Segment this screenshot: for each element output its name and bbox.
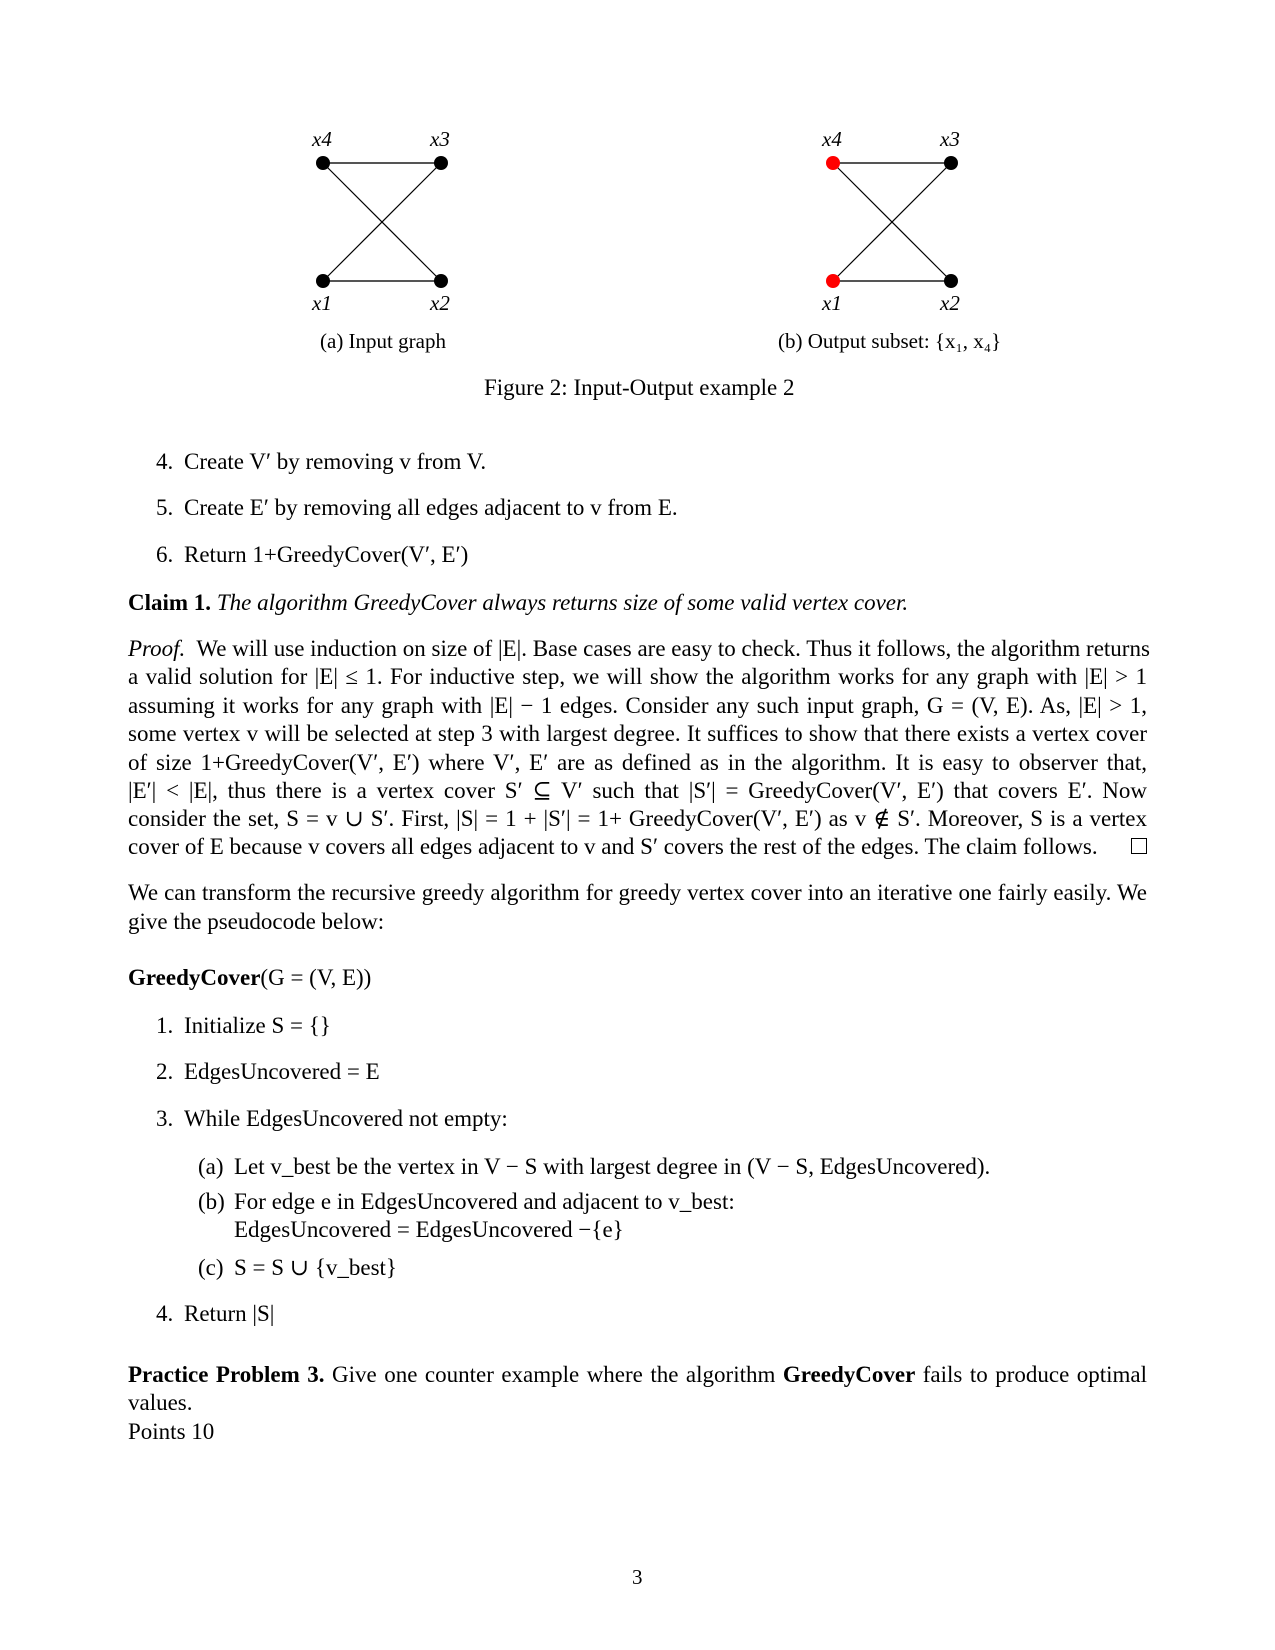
practice-text-end: fails to produce optimal	[922, 1362, 1148, 1387]
claim	[128, 589, 908, 617]
algo-step-num: 1.	[156, 1013, 174, 1038]
node-x4-selected	[826, 156, 840, 170]
proof-text: We will use induction on size of |E|. Base cases are easy to check. Thus it follows, the algorithm returns	[196, 636, 1150, 661]
proof-line	[128, 635, 1150, 663]
practice-line2: values.	[128, 1390, 193, 1415]
subfig-b-caption: (b) Output subset: {x₁, x₄}	[778, 329, 1002, 353]
label-x2: x2	[430, 291, 450, 315]
figure-caption: Figure 2: Input-Output example 2	[484, 375, 795, 400]
algo-substep-text: Let v_best be the vertex in V − S with largest degree in (V − S, EdgesUncovered).	[234, 1154, 991, 1179]
algo-step-num: 2.	[156, 1059, 174, 1084]
algo-step-num: 3.	[156, 1106, 174, 1131]
algorithm-header	[128, 964, 371, 992]
label-x2: x2	[940, 291, 960, 315]
paragraph-line: give the pseudocode below:	[128, 909, 385, 934]
proof-line: of size 1+GreedyCover(V′, E′) where V′, E′ are as defined as in the algorithm. It is easy to observer that,	[128, 750, 1147, 775]
claim-label: Claim 1.	[128, 590, 212, 615]
practice-points: Points 10	[128, 1419, 215, 1444]
algo-step-text: While EdgesUncovered not empty:	[184, 1106, 508, 1131]
proof-line: |E′| < |E|, thus there is a vertex cover S′ ⊆ V′ such that |S′| = GreedyCover(V′, E′) that covers E′. Now	[128, 778, 1147, 803]
node-x1-selected	[826, 274, 840, 288]
node-x2	[944, 274, 958, 288]
node-x3	[434, 156, 448, 170]
proof-line: some vertex v will be selected at step 3 with largest degree. It suffices to show that there exists a vertex cover	[128, 721, 1147, 746]
subfig-a-caption: (a) Input graph	[320, 329, 446, 353]
algo-step-text: Return |S|	[184, 1301, 275, 1326]
qed-symbol	[1131, 838, 1147, 854]
node-x4	[316, 156, 330, 170]
node-x3	[944, 156, 958, 170]
step-num: 4.	[156, 449, 174, 474]
step-num: 6.	[156, 542, 174, 567]
proof-line: cover of E because v covers all edges adjacent to v and S′ covers the rest of the edges. The claim follows.	[128, 834, 1098, 859]
practice-bold: GreedyCover	[782, 1362, 916, 1387]
claim-text: The algorithm GreedyCover always returns size of some valid vertex cover.	[216, 590, 909, 615]
proof-line: a valid solution for |E| ≤ 1. For inductive step, we will show the algorithm works for any graph with |E| > 1	[128, 664, 1147, 689]
label-x4: x4	[312, 127, 332, 151]
practice-label: Practice Problem 3.	[128, 1362, 325, 1387]
algo-substep-num: (b)	[198, 1189, 225, 1214]
algo-step-num: 4.	[156, 1301, 174, 1326]
figure-input-graph	[0, 0, 1275, 420]
label-x1: x1	[822, 291, 842, 315]
practice-text: Give one counter example where the algorithm	[332, 1362, 776, 1387]
algo-step-text: EdgesUncovered = E	[184, 1059, 380, 1084]
page-number: 3	[632, 1565, 643, 1589]
algo-substep-cont: EdgesUncovered = EdgesUncovered −{e}	[234, 1217, 624, 1242]
algo-substep-num: (c)	[198, 1255, 224, 1280]
step-text: Create E′ by removing all edges adjacent to v from E.	[184, 495, 678, 520]
paragraph-line: We can transform the recursive greedy algorithm for greedy vertex cover into an iterative one fairly easily. We	[128, 880, 1147, 905]
proof-line: consider the set, S = v ∪ S′. First, |S| = 1 + |S′| = 1+ GreedyCover(V′, E′) as v ∉ S′. Moreover, S is a vertex	[128, 806, 1147, 831]
label-x3: x3	[940, 127, 960, 151]
step-text: Create V′ by removing v from V.	[184, 449, 487, 474]
proof-label: Proof.	[128, 636, 186, 661]
label-x3: x3	[430, 127, 450, 151]
algo-substep-text: S = S ∪ {v_best}	[234, 1255, 397, 1280]
node-x2	[434, 274, 448, 288]
step-text: Return 1+GreedyCover(V′, E′)	[184, 542, 469, 567]
algo-step-text: Initialize S = {}	[184, 1013, 331, 1038]
label-x4: x4	[822, 127, 842, 151]
practice-problem	[128, 1361, 1147, 1389]
algorithm-signature: (G = (V, E))	[260, 965, 372, 990]
node-x1	[316, 274, 330, 288]
algo-substep-text: For edge e in EdgesUncovered and adjacent to v_best:	[234, 1189, 735, 1214]
label-x1: x1	[312, 291, 332, 315]
proof-line: assuming it works for any graph with |E| − 1 edges. Consider any such input graph, G = (V, E). As, |E| > 1,	[128, 693, 1147, 718]
algo-substep-num: (a)	[198, 1154, 224, 1179]
step-num: 5.	[156, 495, 174, 520]
algorithm-name: GreedyCover	[128, 965, 261, 990]
